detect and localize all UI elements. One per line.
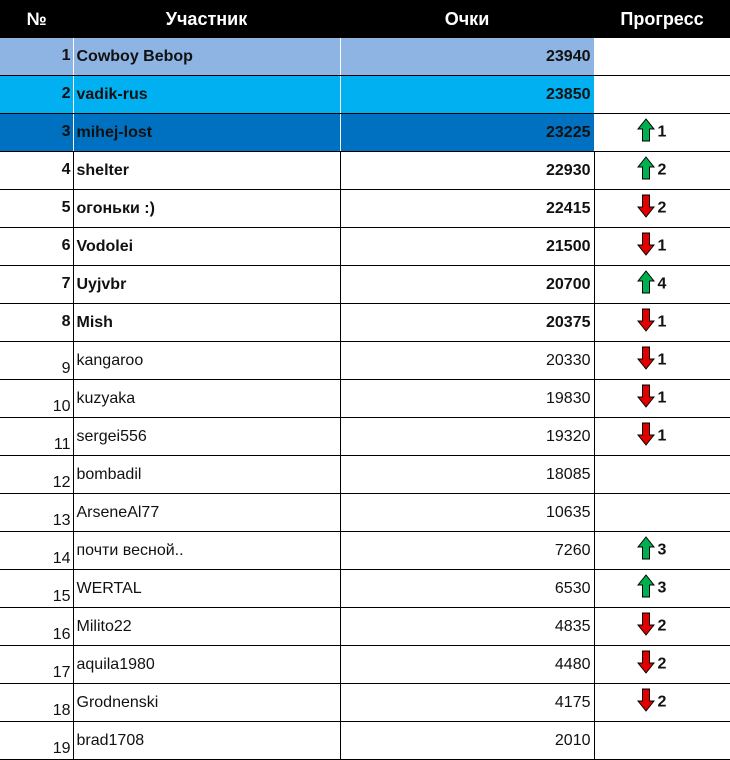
progress-cell [594, 532, 730, 570]
participant-name: kuzyaka [73, 380, 340, 418]
participant-name: vadik-rus [73, 76, 340, 114]
table-row [0, 494, 730, 532]
arrow-up-icon [637, 118, 655, 147]
rank-cell: 13 [0, 494, 73, 532]
rank-cell: 18 [0, 684, 73, 722]
progress-delta: 3 [657, 541, 667, 559]
rank-cell: 19 [0, 722, 73, 760]
progress-cell [594, 380, 730, 418]
participant-name: Mish [73, 304, 340, 342]
header-row [0, 0, 730, 38]
table-row [0, 190, 730, 228]
score-cell: 20375 [340, 304, 594, 342]
progress-delta: 2 [657, 655, 667, 673]
progress-delta: 1 [657, 237, 667, 255]
rank-cell: 16 [0, 608, 73, 646]
participant-name: Uyjvbr [73, 266, 340, 304]
progress-cell [594, 456, 730, 494]
progress-cell [594, 646, 730, 684]
progress-delta: 1 [657, 351, 667, 369]
rank-cell: 12 [0, 456, 73, 494]
progress-cell [594, 114, 730, 152]
progress-cell [594, 418, 730, 456]
participant-name: bombadil [73, 456, 340, 494]
arrow-up-icon [637, 574, 655, 603]
table-row [0, 722, 730, 760]
table-body [0, 38, 730, 760]
arrow-up-icon [637, 536, 655, 565]
arrow-down-icon [637, 384, 655, 413]
header-score: Очки [340, 0, 594, 38]
score-cell: 19830 [340, 380, 594, 418]
rank-cell: 6 [0, 228, 73, 266]
progress-delta: 1 [657, 313, 667, 331]
participant-name: Vodolei [73, 228, 340, 266]
table-row [0, 684, 730, 722]
header-progress: Прогресс [594, 0, 730, 38]
score-cell: 4835 [340, 608, 594, 646]
table-row [0, 456, 730, 494]
table-row [0, 418, 730, 456]
arrow-down-icon [637, 346, 655, 375]
score-cell: 2010 [340, 722, 594, 760]
rank-cell: 3 [0, 114, 73, 152]
table-row [0, 570, 730, 608]
progress-delta: 1 [657, 123, 667, 141]
arrow-up-icon [637, 156, 655, 185]
progress-delta: 2 [657, 617, 667, 635]
table-row [0, 38, 730, 76]
score-cell: 22930 [340, 152, 594, 190]
arrow-down-icon [637, 612, 655, 641]
table-row [0, 532, 730, 570]
rank-cell: 15 [0, 570, 73, 608]
progress-delta: 4 [657, 275, 667, 293]
progress-delta: 2 [657, 693, 667, 711]
table-row [0, 152, 730, 190]
progress-cell [594, 342, 730, 380]
arrow-down-icon [637, 688, 655, 717]
progress-delta: 2 [657, 199, 667, 217]
table-row [0, 342, 730, 380]
table-row [0, 608, 730, 646]
arrow-down-icon [637, 650, 655, 679]
progress-cell [594, 494, 730, 532]
score-cell: 23850 [340, 76, 594, 114]
progress-cell [594, 304, 730, 342]
arrow-down-icon [637, 232, 655, 261]
progress-delta: 1 [657, 427, 667, 445]
progress-cell [594, 722, 730, 760]
score-cell: 22415 [340, 190, 594, 228]
arrow-down-icon [637, 194, 655, 223]
table-row [0, 304, 730, 342]
rank-cell: 7 [0, 266, 73, 304]
rank-cell: 10 [0, 380, 73, 418]
table-row [0, 646, 730, 684]
score-cell: 6530 [340, 570, 594, 608]
arrow-up-icon [637, 270, 655, 299]
progress-delta: 1 [657, 389, 667, 407]
progress-cell [594, 570, 730, 608]
participant-name: почти весной.. [73, 532, 340, 570]
participant-name: brad1708 [73, 722, 340, 760]
score-cell: 4480 [340, 646, 594, 684]
rank-cell: 17 [0, 646, 73, 684]
score-cell: 19320 [340, 418, 594, 456]
table-row [0, 266, 730, 304]
arrow-down-icon [637, 422, 655, 451]
rank-cell: 8 [0, 304, 73, 342]
score-cell: 10635 [340, 494, 594, 532]
rank-cell: 9 [0, 342, 73, 380]
rank-cell: 1 [0, 38, 73, 76]
participant-name: sergei556 [73, 418, 340, 456]
table-row [0, 114, 730, 152]
progress-delta: 3 [657, 579, 667, 597]
participant-name: aquila1980 [73, 646, 340, 684]
progress-cell [594, 76, 730, 114]
rank-cell: 2 [0, 76, 73, 114]
progress-cell [594, 266, 730, 304]
table-row [0, 228, 730, 266]
table-row [0, 380, 730, 418]
participant-name: kangaroo [73, 342, 340, 380]
progress-cell [594, 152, 730, 190]
rank-cell: 14 [0, 532, 73, 570]
progress-cell [594, 684, 730, 722]
participant-name: WERTAL [73, 570, 340, 608]
arrow-down-icon [637, 308, 655, 337]
participant-name: shelter [73, 152, 340, 190]
participant-name: mihej-lost [73, 114, 340, 152]
progress-cell [594, 608, 730, 646]
participant-name: Cowboy Bebop [73, 38, 340, 76]
progress-cell [594, 228, 730, 266]
score-cell: 23940 [340, 38, 594, 76]
score-cell: 20700 [340, 266, 594, 304]
rank-cell: 5 [0, 190, 73, 228]
rank-cell: 11 [0, 418, 73, 456]
header-name: Участник [73, 0, 340, 38]
score-cell: 20330 [340, 342, 594, 380]
participant-name: ArseneAl77 [73, 494, 340, 532]
header-rank: № [0, 0, 73, 38]
participant-name: огоньки :) [73, 190, 340, 228]
score-cell: 7260 [340, 532, 594, 570]
participant-name: Grodnenski [73, 684, 340, 722]
progress-cell [594, 38, 730, 76]
score-cell: 21500 [340, 228, 594, 266]
score-cell: 23225 [340, 114, 594, 152]
participant-name: Milito22 [73, 608, 340, 646]
progress-delta: 2 [657, 161, 667, 179]
score-cell: 4175 [340, 684, 594, 722]
progress-cell [594, 190, 730, 228]
table-row [0, 76, 730, 114]
rank-cell: 4 [0, 152, 73, 190]
score-cell: 18085 [340, 456, 594, 494]
